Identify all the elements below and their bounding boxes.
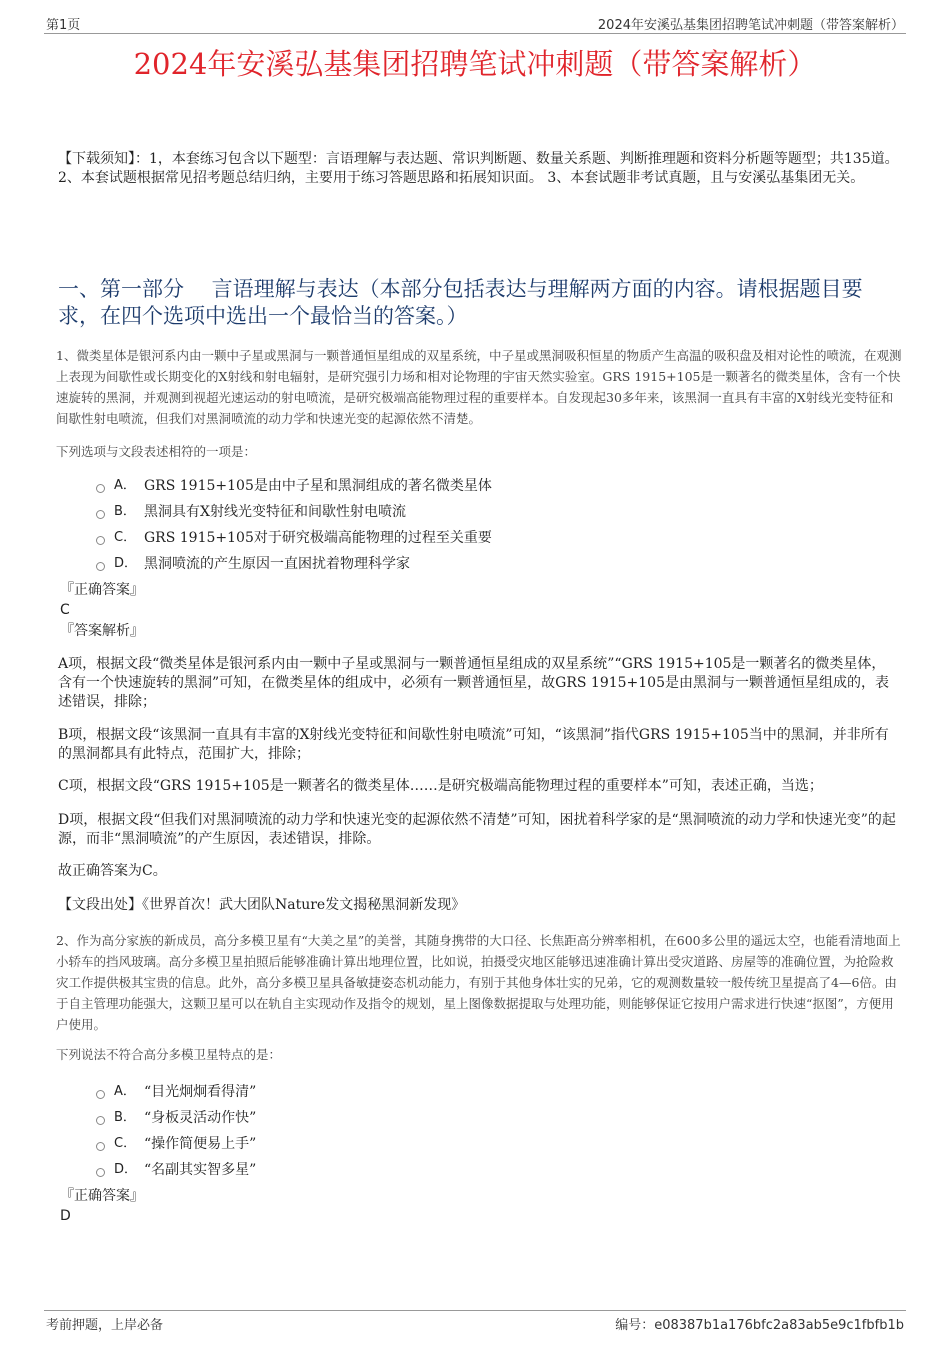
option-letter: C． [114,1136,137,1151]
option-text: GRS 1915+105对于研究极端高能物理的过程至关重要 [144,530,492,546]
option-letter: C． [114,530,137,545]
answer-label: 『正确答案』 [60,582,144,598]
question-2-option-d[interactable] [96,1158,256,1182]
option-letter: A． [114,478,136,493]
radio-icon[interactable] [96,1116,105,1125]
radio-icon[interactable] [96,510,105,519]
option-letter: B． [114,504,136,519]
question-1-option-b[interactable] [96,500,406,524]
analysis-label: 『答案解析』 [60,623,144,639]
question-1-passage: 1、微类星体是银河系内由一颗中子星或黑洞与一颗普通恒星组成的双星系统，中子星或黑洞吸积恒星的物质产生高温的吸积盘及相对论性的喷流，在观测上表现为间歇性或长期变化的X射线和射电辐射，是研究强引力场和相对论物理的宇宙天然实验室。GRS 1915+105是一颗著名的微类星体，含有一个快速旋转的黑洞，并观测到视超光速运动的射电喷流，是研究极端高能物理过程的重要样本。自发现起30多年来，该黑洞一直具有丰富的X射线光变特征和间歇性射电喷流，但我们对黑洞喷流的动力学和快速光变的起源依然不清楚。 [56,348,902,426]
page-number: 第1页 [46,18,81,33]
radio-icon[interactable] [96,1090,105,1099]
option-text: “操作简便易上手” [144,1136,257,1152]
document-title: 2024年安溪弘基集团招聘笔试冲刺题（带答案解析） [133,47,817,81]
running-title: 2024年安溪弘基集团招聘笔试冲刺题（带答案解析） [597,18,904,33]
radio-icon[interactable] [96,562,105,571]
answer-value: C [60,602,70,618]
option-letter: D． [114,556,138,571]
question-2-prompt: 下列说法不符合高分多模卫星特点的是： [56,1047,282,1062]
option-letter: B． [114,1110,136,1125]
option-text: “身板灵活动作快” [144,1110,257,1126]
radio-icon[interactable] [96,484,105,493]
option-letter: A． [114,1084,136,1099]
passage-source: 【文段出处】《世界首次！武大团队Nature发文揭秘黑洞新发现》 [58,897,466,913]
radio-icon[interactable] [96,1168,105,1177]
question-2-option-a[interactable] [96,1080,256,1104]
analysis-conclusion: 故正确答案为C。 [58,863,167,879]
radio-icon[interactable] [96,1142,105,1151]
option-text: “目光炯炯看得清” [144,1084,257,1100]
analysis-option-d: D项，根据文段“但我们对黑洞喷流的动力学和快速光变的起源依然不清楚”可知，困扰着科学家的是“黑洞喷流的动力学和快速光变”的起源，而非“黑洞喷流”的产生原因，表述错误，排除。 [58,812,896,847]
analysis-option-c: C项，根据文段“GRS 1915+105是一颗著名的微类星体……是研究极端高能物理过程的重要样本”可知，表述正确，当选； [58,778,823,794]
question-2-option-b[interactable] [96,1106,256,1130]
option-letter: D． [114,1162,138,1177]
question-2-passage: 2、作为高分家族的新成员，高分多模卫星有“大美之星”的美誉，其随身携带的大口径、长焦距高分辨率相机，在600多公里的遥远太空，也能看清地面上小轿车的挡风玻璃。高分多模卫星拍照后能够准确计算出地理位置，比如说，拍摄受灾地区能够迅速准确计算出受灾道路、房屋等的准确位置，为抢险救灾工作提供极其宝贵的信息。此外，高分多模卫星具备敏捷姿态机动能力，有别于其他身体壮实的兄弟，它的观测数量较一般传统卫星提高了4—6倍。由于自主管理功能强大，这颗卫星可以在轨自主实现动作及指令的规划，星上图像数据提取与处理功能，则能够保证它按用户需求进行快速“抠图”，方便用户使用。 [56,933,901,1032]
option-text: 黑洞喷流的产生原因一直困扰着物理科学家 [144,556,410,572]
question-1-option-d[interactable] [96,552,410,576]
footer-divider [44,1310,906,1311]
option-text: “名副其实智多星” [144,1162,257,1178]
radio-icon[interactable] [96,536,105,545]
question-1-prompt: 下列选项与文段表述相符的一项是： [56,444,257,459]
option-text: 黑洞具有X射线光变特征和间歇性射电喷流 [144,504,406,520]
option-text: GRS 1915+105是由中子星和黑洞组成的著名微类星体 [144,478,492,494]
header-divider [44,33,906,34]
question-2-option-c[interactable] [96,1132,256,1156]
analysis-option-a: A项，根据文段“微类星体是银河系内由一颗中子星或黑洞与一颗普通恒星组成的双星系统”“GRS 1915+105是一颗著名的微类星体，含有一个快速旋转的黑洞”可知，在微类星体的组成中，必须有一颗普通恒星，故GRS 1915+105是由黑洞与一颗普通恒星组成的，表述错误，排除； [58,656,890,710]
footer-slogan: 考前押题，上岸必备 [46,1318,164,1333]
analysis-option-b: B项，根据文段“该黑洞一直具有丰富的X射线光变特征和间歇性射电喷流”可知，“该黑洞”指代GRS 1915+105当中的黑洞，并非所有的黑洞都具有此特点，范围扩大，排除； [58,727,889,762]
document-id: 编号：e08387b1a176bfc2a83ab5e9c1fbfb1b [615,1318,904,1333]
answer-value: D [60,1208,71,1224]
answer-label: 『正确答案』 [60,1188,144,1204]
question-1-option-a[interactable] [96,474,492,498]
section-title: 一、第一部分 言语理解与表达（本部分包括表达与理解两方面的内容。请根据题目要求，在四个选项中选出一个最恰当的答案。） [58,277,863,328]
download-notice: 【下载须知】：1，本套练习包含以下题型：言语理解与表达题、常识判断题、数量关系题、判断推理题和资料分析题等题型；共135道。 2、本套试题根据常见招考题总结归纳，主要用于练习答题思路和拓展知识面。 3、本套试题非考试真题，且与安溪弘基集团无关。 [58,151,899,186]
question-1-option-c[interactable] [96,526,492,550]
